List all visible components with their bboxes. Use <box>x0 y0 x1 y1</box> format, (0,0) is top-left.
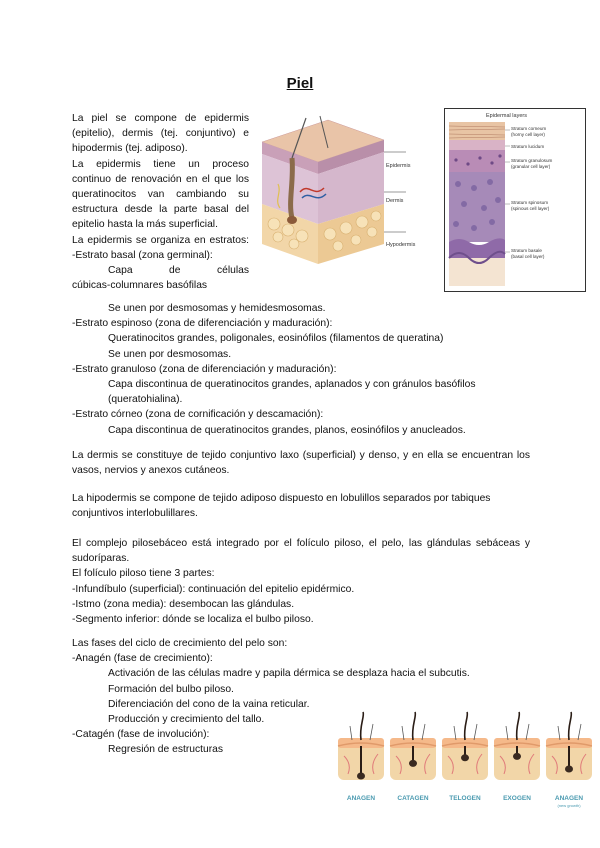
stratum-basal-line2: cúbicas-columnares basófilas <box>72 280 208 292</box>
layer-sublabel-corneum: (horny cell layer) <box>511 132 545 137</box>
stratum-spinosum-heading: -Estrato espinoso (zona de diferenciación y maduración): <box>72 318 333 330</box>
hair-phase-2 <box>442 712 488 802</box>
layer-sublabel-spinosum: (spinous cell layer) <box>511 206 550 211</box>
hair-phase-subnote: (new growth) <box>557 803 581 808</box>
pilosebaceous-intro: El complejo pilosebáceo está integrado por el folículo piloso, el pelo, las glándulas sebáceas y sudoríparas. <box>72 538 530 565</box>
intro-paragraph-skin: La piel se compone de epidermis (epitelio), dermis (tej. conjuntivo) e hipodermis (tej. adiposo). <box>72 113 249 155</box>
follicle-part-infundibulum: -Infundíbulo (superficial): continuación del epitelio epidérmico. <box>72 583 355 595</box>
stratum-basal-heading: -Estrato basal (zona germinal): <box>72 249 213 261</box>
layer-label-corneum: Stratum corneum <box>511 126 547 131</box>
layer-label-lucidum: Stratum lucidum <box>511 144 545 149</box>
hair-phase-label: CATAGEN <box>397 795 429 802</box>
anagen-step-4: Producción y crecimiento del tallo. <box>108 714 265 726</box>
pilosebaceous-section <box>72 536 530 627</box>
hypodermis-label: Hypodermis <box>386 242 416 248</box>
intro-text <box>72 111 249 293</box>
dermis-paragraph: La dermis se constituye de tejido conjuntivo laxo (superficial) y denso, y en ella se encuentran los vasos, nervios y anexos cutáneos. <box>72 450 530 477</box>
hair-cycle-figure <box>334 708 592 820</box>
hair-cycle-heading: Las fases del ciclo de crecimiento del pelo son: <box>72 638 288 649</box>
skin-cross-section-figure <box>258 112 428 272</box>
hair-phase-label: EXOGEN <box>503 795 531 802</box>
stratum-spinosum-desc: Queratinocitos grandes, poligonales, eosinófilos (filamentos de queratina) <box>108 333 444 345</box>
hair-phase-1 <box>390 712 436 802</box>
dermis-label: Dermis <box>386 198 404 204</box>
stratum-corneum-desc: Capa discontinua de queratinocitos grandes, planos, eosinófilos y anucleados. <box>108 424 466 436</box>
catagen-step-1: Regresión de estructuras <box>108 744 224 756</box>
hypodermis-paragraph: La hipodermis se compone de tejido adiposo dispuesto en lobulillos separados por tabiques conjuntivos interlobulillares. <box>72 493 491 520</box>
hair-phase-3 <box>494 712 540 802</box>
anagen-heading: -Anagén (fase de crecimiento): <box>72 653 213 665</box>
anagen-step-3: Diferenciación del cono de la vaina reticular. <box>108 698 310 710</box>
hair-phase-label: TELOGEN <box>449 795 481 802</box>
stratum-corneum-heading: -Estrato córneo (zona de cornificación y descamación): <box>72 409 324 421</box>
stratum-basal-union: Se unen por desmosomas y hemidesmosomas. <box>108 303 326 314</box>
stratum-spinosum-union: Se unen por desmosomas. <box>108 348 232 360</box>
epidermal-layers-figure <box>444 108 586 292</box>
intro-paragraph-strata: La epidermis se organiza en estratos: <box>72 234 249 246</box>
hair-phase-label: ANAGEN <box>554 795 584 802</box>
layer-label-spinosum: Stratum spinosum <box>511 200 549 205</box>
page-title: Piel <box>286 75 314 92</box>
hair-phase-0 <box>338 712 384 802</box>
follicle-parts-heading: El folículo piloso tiene 3 partes: <box>72 568 215 580</box>
follicle-part-inferior: -Segmento inferior: dónde se localiza el bulbo piloso. <box>72 614 314 626</box>
intro-paragraph-epidermis: La epidermis tiene un proceso continuo de renovación en el que los queratinocitos van cambiando su estructura desde la parte basal del epitelio hasta la más superficial. <box>72 158 249 231</box>
anagen-step-1: Activación de las células madre y papila dérmica se desplaza hacia el subcutis. <box>108 668 470 680</box>
stratum-granulosum-desc: Capa discontinua de queratinocitos grandes, aplanados y con gránulos basófilos (queratohialina). <box>108 379 476 406</box>
layer-label-granulosum: Stratum granulosum <box>511 158 553 163</box>
stratum-basal-line1: Capa de células <box>108 265 249 277</box>
catagen-heading: -Catagén (fase de involución): <box>72 729 210 741</box>
layers-title: Epidermal layers <box>486 113 527 119</box>
layer-label-basale: Stratum basale <box>511 248 542 253</box>
stratum-granulosum-heading: -Estrato granuloso (zona de diferenciación y maduración): <box>72 363 337 375</box>
epidermis-label: Epidermis <box>386 163 411 169</box>
hair-phase-4 <box>546 712 592 802</box>
strata-list <box>72 301 530 438</box>
layer-sublabel-granulosum: (granular cell layer) <box>511 164 551 169</box>
follicle-part-isthmus: -Istmo (zona media): desembocan las glándulas. <box>72 598 295 610</box>
anagen-step-2: Formación del bulbo piloso. <box>108 683 234 695</box>
layer-sublabel-basale: (basal cell layer) <box>511 254 545 259</box>
hair-phase-label: ANAGEN <box>346 795 376 802</box>
